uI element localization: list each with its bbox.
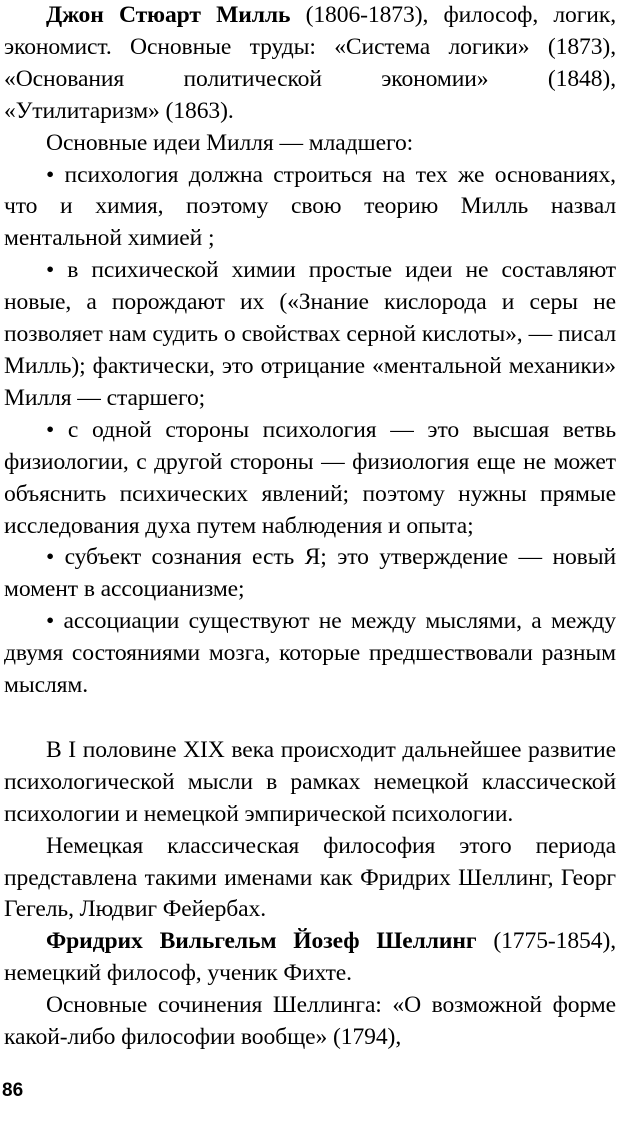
paragraph-text: (1806-1873), философ, логик, экономист. Основные труды: «Система логики» (1873), «Основания политической экономии» (1848), «Утилитаризм» (1863).	[4, 2, 616, 124]
paragraph-german-philosophy	[4, 831, 616, 927]
list-item-associations	[4, 606, 616, 702]
paragraph-text: Основные сочинения Шеллинга: «О возможной форме какой-либо философии вообще» (1794),	[4, 992, 616, 1051]
paragraph-text: В I половине XIX века происходит дальнейшее развитие психологической мысли в рамках немецкой классической психологии и немецкой эмпирической психологии.	[4, 736, 616, 827]
paragraph-schelling-bio	[4, 926, 616, 990]
list-item-physiology	[4, 415, 616, 543]
paragraph-xix-century	[4, 735, 616, 831]
paragraph-text: • ассоциации существуют не между мыслями, а между двумя состояниями мозга, которые предшествовали разным мыслям.	[4, 608, 616, 699]
paragraph-main-ideas	[4, 128, 616, 160]
paragraph-text: • субъект сознания есть Я; это утверждение — новый момент в ассоцианизме;	[4, 544, 616, 603]
paragraph-schelling-works	[4, 990, 616, 1054]
list-item-subject-self	[4, 542, 616, 606]
paragraph-text: Основные идеи Милля — младшего:	[46, 129, 414, 156]
paragraph-text: • психология должна строиться на тех же основаниях, что и химия, поэтому свою теорию Милль назвал ментальной химией ;	[4, 161, 616, 252]
list-item-psychic-chemistry	[4, 255, 616, 415]
paragraph-text: Немецкая классическая философия этого периода представлена такими именами как Фридрих Шеллинг, Георг Гегель, Людвиг Фейербах.	[4, 832, 616, 923]
list-item-mental-chemistry	[4, 160, 616, 256]
person-name-mill: Джон Стюарт Милль	[46, 2, 291, 28]
page-number: 86	[2, 1080, 24, 1101]
paragraph-text: • с одной стороны психология — это высшая ветвь физиологии, с другой стороны — физиология еще не может объяснить психических явлений; поэтому нужны прямые исследования духа путем наблюдения и опыта;	[4, 416, 616, 539]
page-text	[4, 0, 616, 1054]
paragraph-text: • в психической химии простые идеи не составляют новые, а порождают их («Знание кислорода и серы не позволяет нам судить о свойствах серной кислоты», — писал Милль); фактически, это отрицание «ментальной механики» Милля — старшего;	[4, 257, 616, 411]
paragraph-mill-bio	[4, 0, 616, 128]
paragraph-text: (1775-1854), немецкий философ, ученик Фихте.	[4, 928, 616, 987]
person-name-schelling: Фридрих Вильгельм Йозеф Шеллинг	[46, 928, 477, 955]
